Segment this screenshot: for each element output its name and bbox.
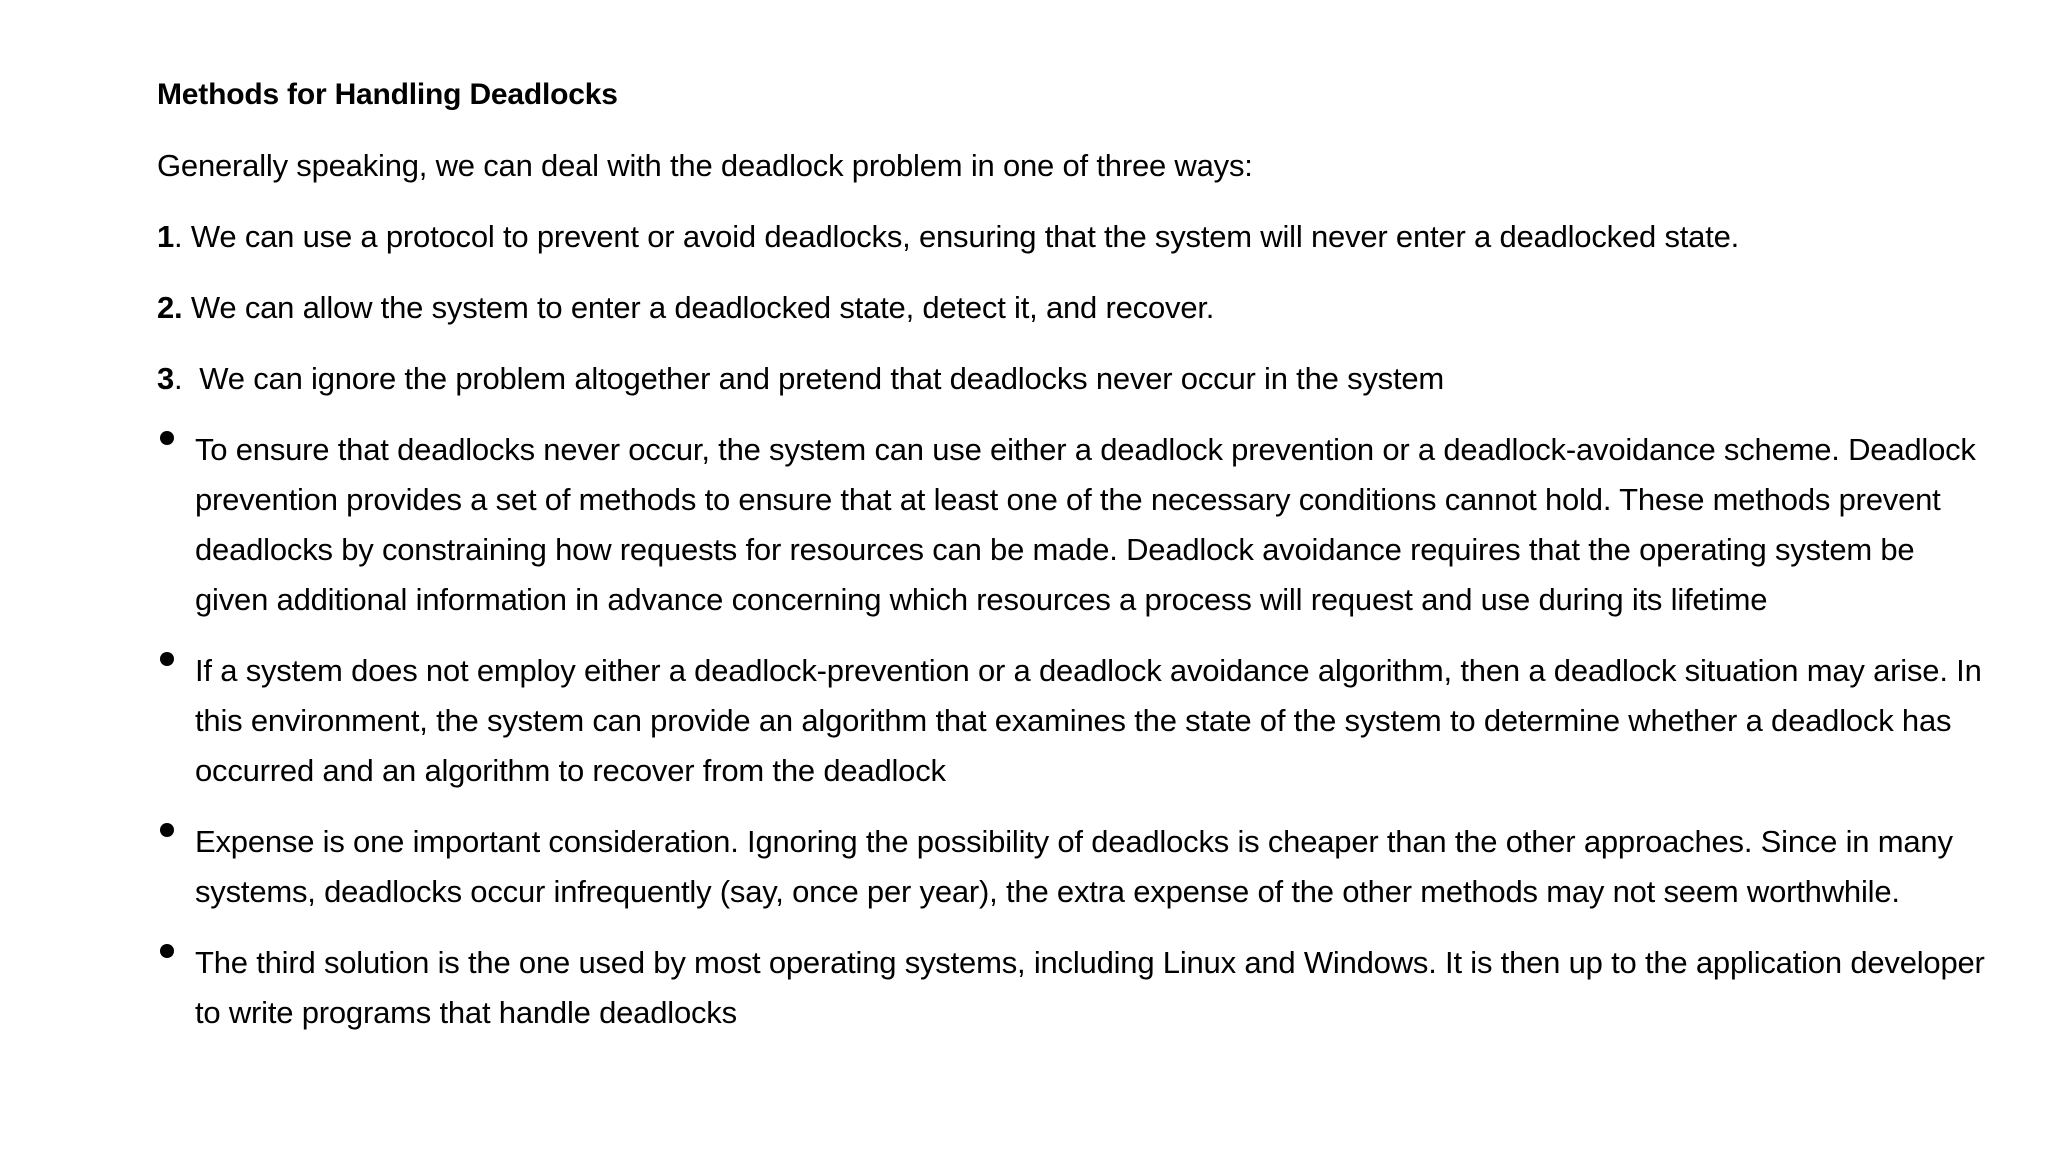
numbered-item-1 [157,212,1987,262]
item-number: 2. [157,290,183,325]
item-number: 1 [157,219,175,254]
bullet-text: The third solution is the one used by most operating systems, including Linux and Windows. It is then up to the application developer to write programs that handle deadlocks [195,945,1985,1030]
bullet-item-expense [157,817,1987,917]
numbered-item-2 [157,283,1987,333]
item-text: We can ignore the problem altogether and pretend that deadlocks never occur in the system [182,361,1445,396]
section-heading: Methods for Handling Deadlocks [157,78,618,111]
bullet-item-third-solution [157,938,1987,1038]
bullet-text: To ensure that deadlocks never occur, the system can use either a deadlock prevention or a deadlock-avoidance scheme. Deadlock prevention provides a set of methods to ensure that at least one of the necessary conditions cannot hold. These methods prevent deadlocks by constraining how requests for resources can be made. Deadlock avoidance requires that the operating system be given additional information in advance concerning which resources a process will request and use during its lifetime [195,432,1976,617]
item-text: We can use a protocol to prevent or avoid deadlocks, ensuring that the system will never enter a deadlocked state. [182,219,1740,254]
bullet-dot-icon [160,431,174,445]
bullet-dot-icon [160,823,174,837]
item-separator: . [174,219,183,254]
bullet-text: If a system does not employ either a deadlock-prevention or a deadlock avoidance algorithm, then a deadlock situation may arise. In this environment, the system can provide an algorithm that examines the state of the system to determine whether a deadlock has occurred and an algorithm to recover from the deadlock [195,653,1982,788]
bullet-item-detection-recovery [157,646,1987,796]
bullet-text: Expense is one important consideration. Ignoring the possibility of deadlocks is cheaper than the other approaches. Since in many systems, deadlocks occur infrequently (say, once per year), the extra expense of the other methods may not seem worthwhile. [195,824,1953,909]
document-page [157,70,1987,1059]
item-separator: . [174,361,183,396]
intro-paragraph: Generally speaking, we can deal with the deadlock problem in one of three ways: [157,148,1253,183]
bullet-dot-icon [160,652,174,666]
numbered-item-3 [157,354,1987,404]
bullet-dot-icon [160,944,174,958]
bullet-item-prevention-avoidance [157,425,1987,625]
item-number: 3 [157,361,175,396]
bullet-list [157,425,1987,1038]
item-text: We can allow the system to enter a deadlocked state, detect it, and recover. [182,290,1215,325]
